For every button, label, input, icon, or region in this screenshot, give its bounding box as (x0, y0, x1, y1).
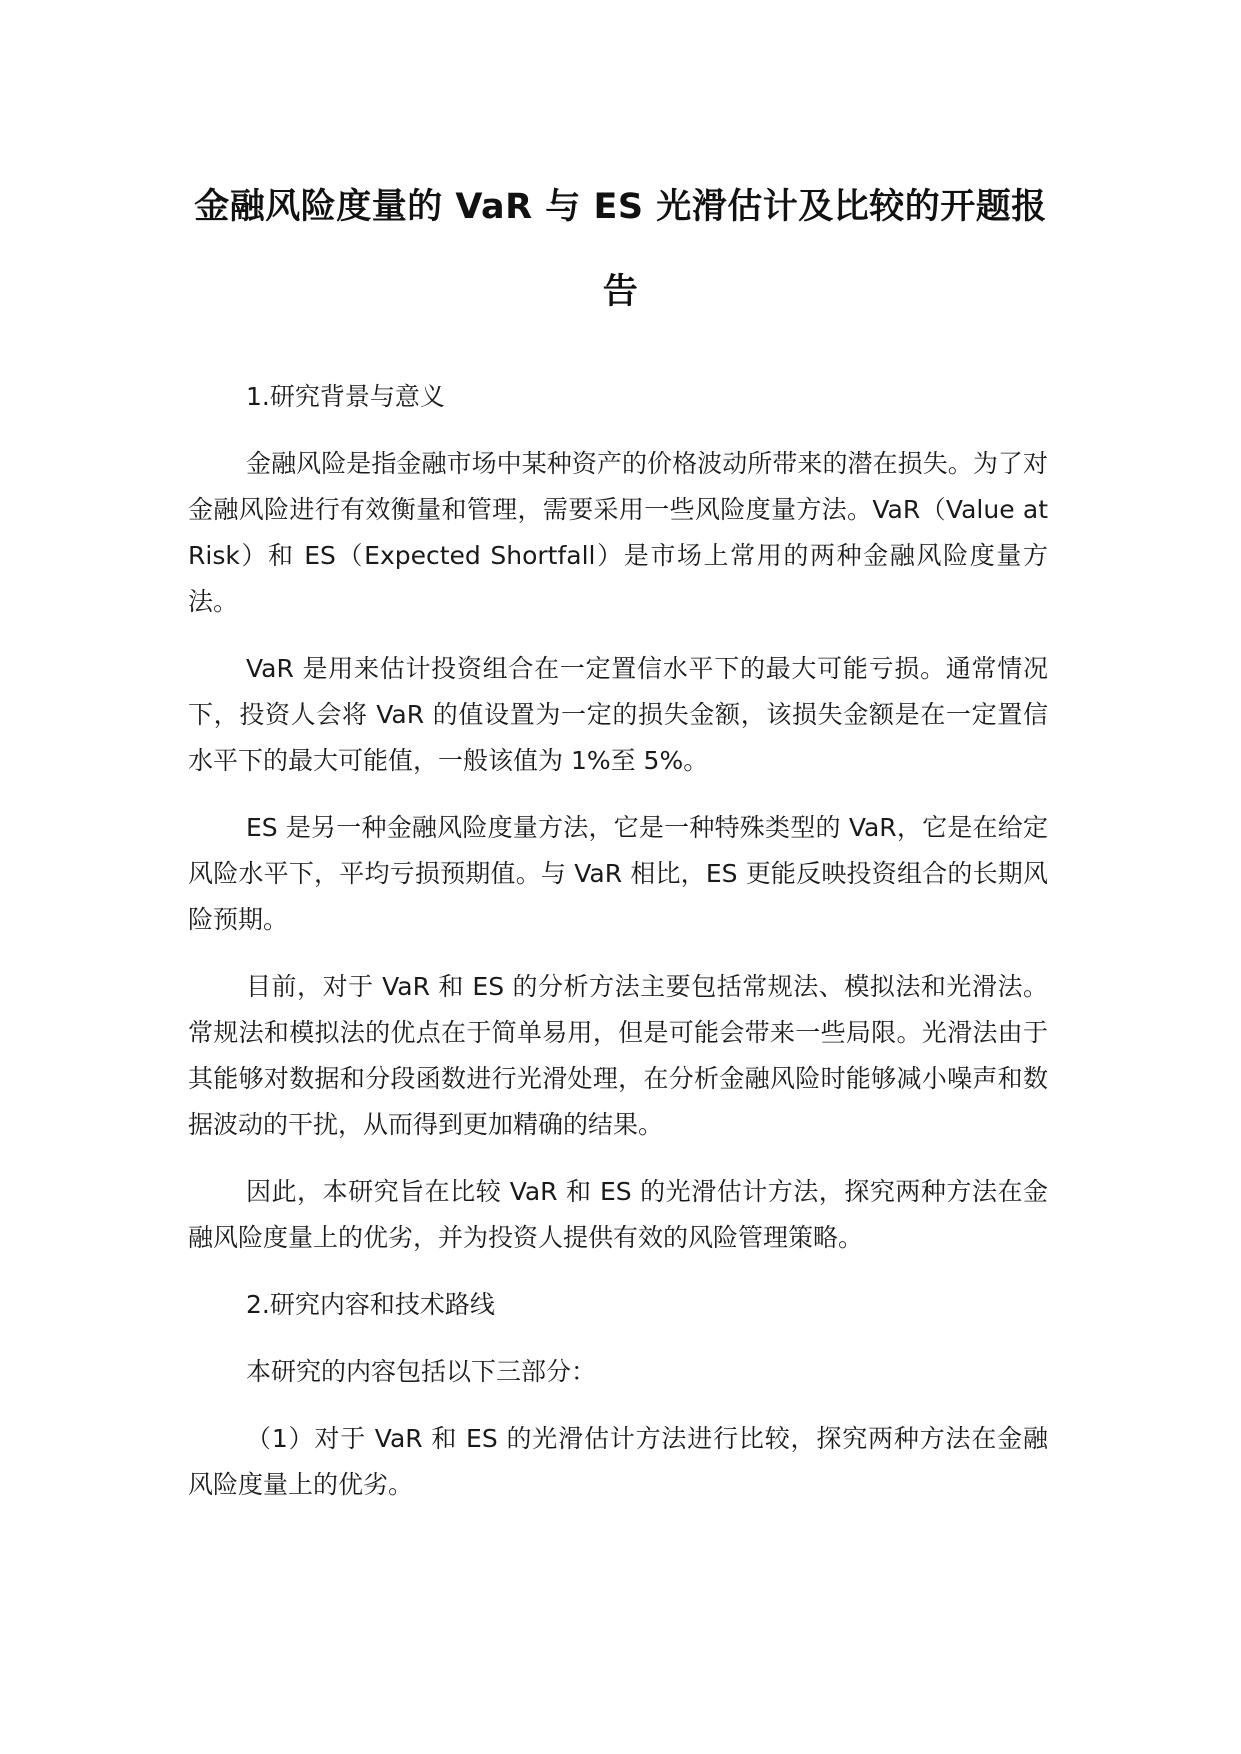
section-heading-content: 2.研究内容和技术路线 (246, 1290, 495, 1319)
document-title: 金融风险度量的 VaR 与 ES 光滑估计及比较的开题报告 (194, 187, 1047, 312)
paragraph-research-aim: 因此，本研究旨在比较 VaR 和 ES 的光滑估计方法，探究两种方法在金融风险度量上的优劣，并为投资人提供有效的风险管理策略。 (188, 1177, 1048, 1252)
section-heading-background: 1.研究背景与意义 (246, 382, 445, 411)
paragraph-es-definition: ES 是另一种金融风险度量方法，它是一种特殊类型的 VaR，它是在给定风险水平下，平均亏损预期值。与 VaR 相比，ES 更能反映投资组合的长期风险预期。 (188, 813, 1048, 934)
paragraph-content-intro: 本研究的内容包括以下三部分： (246, 1357, 597, 1386)
paragraph-financial-risk: 金融风险是指金融市场中某种资产的价格波动所带来的潜在损失。为了对金融风险进行有效衡量和管理，需要采用一些风险度量方法。VaR（Value at Risk）和 ES（Expected Shortfall）是市场上常用的两种金融风险度量方法。 (188, 449, 1048, 616)
document-body (188, 374, 1048, 1529)
paragraph-content-item-1: （1）对于 VaR 和 ES 的光滑估计方法进行比较，探究两种方法在金融风险度量上的优劣。 (188, 1424, 1048, 1499)
paragraph-var-definition: VaR 是用来估计投资组合在一定置信水平下的最大可能亏损。通常情况下，投资人会将 VaR 的值设置为一定的损失金额，该损失金额是在一定置信水平下的最大可能值，一般该值为 1%至 5%。 (188, 654, 1048, 775)
paragraph-analysis-methods: 目前，对于 VaR 和 ES 的分析方法主要包括常规法、模拟法和光滑法。常规法和模拟法的优点在于简单易用，但是可能会带来一些局限。光滑法由于其能够对数据和分段函数进行光滑处理，在分析金融风险时能够减小噪声和数据波动的干扰，从而得到更加精确的结果。 (188, 972, 1048, 1139)
